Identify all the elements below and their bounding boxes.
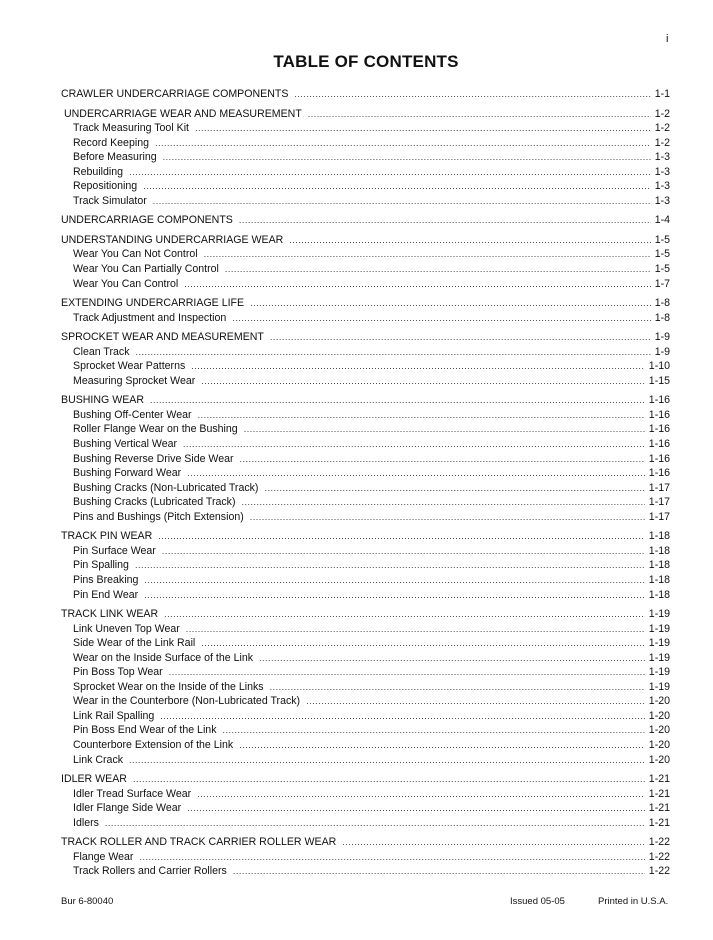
toc-entry-label: Side Wear of the Link Rail (73, 637, 196, 650)
dot-leader (259, 651, 645, 666)
dot-leader (133, 772, 645, 787)
toc-page-number: 1-21 (648, 773, 670, 786)
dot-leader (225, 262, 651, 277)
dot-leader (250, 510, 645, 525)
toc-page-number: 1-3 (654, 151, 670, 164)
toc-entry-label: TRACK LINK WEAR (61, 608, 159, 621)
toc-entry-row[interactable] (61, 452, 670, 467)
toc-entry-label: EXTENDING UNDERCARRIAGE LIFE (61, 297, 245, 310)
toc-section-row[interactable] (61, 213, 670, 228)
toc-entry-label: Pins Breaking (73, 573, 139, 586)
dot-leader (135, 558, 645, 573)
dot-leader (187, 466, 645, 481)
toc-entry-row[interactable] (61, 422, 670, 437)
toc-page-number: 1-9 (654, 331, 670, 344)
toc-entry-row[interactable] (61, 709, 670, 724)
dot-leader (242, 495, 645, 510)
dot-leader (163, 150, 651, 165)
toc-page-number: 1-17 (648, 496, 670, 509)
toc-entry-label: TRACK ROLLER AND TRACK CARRIER ROLLER WEAR (61, 836, 337, 849)
toc-section-row[interactable] (61, 835, 670, 850)
dot-leader (250, 296, 651, 311)
toc-page-number: 1-19 (648, 651, 670, 664)
toc-entry-label: Sprocket Wear Patterns (73, 360, 186, 373)
toc-entry-label: BUSHING WEAR (61, 394, 144, 407)
toc-section-row[interactable] (61, 330, 670, 345)
toc-page-number: 1-2 (654, 107, 670, 120)
dot-leader (195, 121, 651, 136)
toc-page-number: 1-19 (648, 680, 670, 693)
page-title: TABLE OF CONTENTS (273, 52, 459, 71)
dot-leader (129, 165, 651, 180)
toc-entry-label: Flange Wear (73, 850, 134, 863)
toc-page-number: 1-22 (648, 850, 670, 863)
toc-page-number: 1-18 (648, 573, 670, 586)
toc-entry-row[interactable] (61, 247, 670, 262)
toc-page-number: 1-15 (648, 374, 670, 387)
toc-entry-row[interactable] (61, 277, 670, 292)
toc-section (61, 772, 670, 830)
toc-entry-label: Record Keeping (73, 136, 149, 149)
dot-leader (186, 622, 645, 637)
dot-leader (153, 194, 651, 209)
toc-entry-row[interactable] (61, 753, 670, 768)
toc-page-number: 1-21 (648, 802, 670, 815)
toc-entry-label: UNDERCARRIAGE COMPONENTS (61, 214, 233, 227)
toc-section-row[interactable] (61, 233, 670, 248)
toc-entry-row[interactable] (61, 262, 670, 277)
dot-leader (201, 636, 645, 651)
toc-section-row[interactable] (61, 607, 670, 622)
toc-section-row[interactable] (61, 393, 670, 408)
toc-page-number: 1-8 (654, 297, 670, 310)
toc-entry-label: Pin End Wear (73, 588, 139, 601)
toc-entry-row[interactable] (61, 179, 670, 194)
toc-entry-row[interactable] (61, 588, 670, 603)
toc-entry-label: Bushing Reverse Drive Side Wear (73, 452, 234, 465)
dot-leader (239, 738, 645, 753)
toc-entry-label: Link Crack (73, 753, 124, 766)
toc-entry-row[interactable] (61, 738, 670, 753)
dot-leader (169, 665, 645, 680)
toc-page-number: 1-5 (654, 263, 670, 276)
toc-page-number: 1-16 (648, 394, 670, 407)
footer-issued: Issued 05-05 (510, 896, 565, 907)
toc-page-number: 1-2 (654, 136, 670, 149)
toc-entry-row[interactable] (61, 481, 670, 496)
toc-page-number: 1-17 (648, 510, 670, 523)
toc-entry-label: Measuring Sprocket Wear (73, 374, 196, 387)
toc-entry-label: Bushing Off-Center Wear (73, 408, 192, 421)
toc-page-number: 1-22 (648, 865, 670, 878)
dot-leader (184, 277, 650, 292)
toc-section (61, 393, 670, 524)
dot-leader (144, 588, 645, 603)
toc-entry-label: Track Adjustment and Inspection (73, 311, 227, 324)
toc-page-number: 1-20 (648, 738, 670, 751)
toc-entry-label: Sprocket Wear on the Inside of the Links (73, 680, 264, 693)
toc-entry-row[interactable] (61, 121, 670, 136)
toc-entry-label: CRAWLER UNDERCARRIAGE COMPONENTS (61, 88, 289, 100)
toc-entry-label: Bushing Forward Wear (73, 467, 182, 480)
toc-section-row[interactable] (61, 296, 670, 311)
toc-entry-label: Pin Boss End Wear of the Link (73, 724, 217, 737)
toc-entry-label: Pin Surface Wear (73, 544, 156, 557)
toc-entry-row[interactable] (61, 558, 670, 573)
toc-section (61, 213, 670, 228)
toc-entry-row[interactable] (61, 850, 670, 865)
toc-entry-row[interactable] (61, 165, 670, 180)
toc-entry-row[interactable] (61, 665, 670, 680)
toc-page-number: 1-2 (654, 122, 670, 135)
toc-entry-label: IDLER WEAR (61, 773, 127, 786)
toc-page-number: 1-19 (648, 608, 670, 621)
footer-doc-number: Bur 6-80040 (61, 896, 114, 907)
toc-entry-label: Wear in the Counterbore (Non-Lubricated Track) (73, 695, 301, 708)
toc-entry-row[interactable] (61, 311, 670, 326)
toc-entry-row[interactable] (61, 345, 670, 360)
toc-page-number: 1-8 (654, 311, 670, 324)
toc-entry-row[interactable] (61, 408, 670, 423)
toc-section (61, 87, 670, 102)
toc-entry-row[interactable] (61, 544, 670, 559)
toc-page-number: 1-21 (648, 787, 670, 800)
dot-leader (144, 573, 644, 588)
toc-page-number: 1-19 (648, 622, 670, 635)
dot-leader (136, 345, 651, 360)
toc-section (61, 296, 670, 325)
dot-leader (270, 680, 645, 695)
toc-page-number: 1-20 (648, 709, 670, 722)
dot-leader (164, 607, 645, 622)
dot-leader (232, 311, 650, 326)
dot-leader (294, 87, 650, 102)
toc-entry-label: Pin Boss Top Wear (73, 666, 163, 679)
toc-entry-label: Track Measuring Tool Kit (73, 122, 189, 135)
dot-leader (139, 850, 644, 865)
dot-leader (129, 753, 645, 768)
toc-page-number: 1-20 (648, 695, 670, 708)
toc-entry-row[interactable] (61, 359, 670, 374)
toc-entry-row[interactable] (61, 694, 670, 709)
footer-printed: Printed in U.S.A. (598, 896, 669, 907)
toc-entry-label: Idlers (73, 816, 99, 829)
dot-leader (306, 694, 645, 709)
toc-section-row[interactable] (61, 107, 670, 122)
toc-entry-label: Track Rollers and Carrier Rollers (73, 865, 227, 878)
toc-entry-row[interactable] (61, 680, 670, 695)
dot-leader (201, 374, 645, 389)
toc-section (61, 330, 670, 388)
dot-leader (187, 801, 645, 816)
dot-leader (204, 247, 651, 262)
toc-entry-label: Track Simulator (73, 194, 147, 207)
dot-leader (198, 408, 645, 423)
toc-entry-label: TRACK PIN WEAR (61, 530, 153, 543)
page-number: i (666, 33, 669, 45)
toc-page-number: 1-16 (648, 467, 670, 480)
toc-entry-label: Counterbore Extension of the Link (73, 738, 234, 751)
toc-entry-label: Repositioning (73, 180, 138, 193)
dot-leader (183, 437, 645, 452)
toc-entry-label: Roller Flange Wear on the Bushing (73, 423, 238, 436)
toc-section (61, 529, 670, 602)
toc-page-number: 1-22 (648, 836, 670, 849)
dot-leader (150, 393, 645, 408)
dot-leader (191, 359, 645, 374)
toc-entry-row[interactable] (61, 622, 670, 637)
toc-page-number: 1-3 (654, 180, 670, 193)
toc-page-number: 1-9 (654, 345, 670, 358)
toc-entry-label: Rebuilding (73, 165, 124, 178)
dot-leader (270, 330, 651, 345)
dot-leader (244, 422, 645, 437)
toc-page-number: 1-21 (648, 816, 670, 829)
dot-leader (143, 179, 650, 194)
toc-entry-row[interactable] (61, 787, 670, 802)
toc-page-number: 1-18 (648, 588, 670, 601)
dot-leader (342, 835, 644, 850)
toc-entry-label: UNDERSTANDING UNDERCARRIAGE WEAR (61, 233, 284, 246)
dot-leader (158, 529, 645, 544)
toc-page-number: 1-16 (648, 423, 670, 436)
toc-entry-label: Idler Flange Side Wear (73, 802, 182, 815)
toc-entry-label: Bushing Cracks (Non-Lubricated Track) (73, 481, 259, 494)
toc-entry-row[interactable] (61, 723, 670, 738)
toc-page-number: 1-16 (648, 408, 670, 421)
toc-entry-label: Pin Spalling (73, 559, 129, 572)
toc-page-number: 1-18 (648, 559, 670, 572)
toc-entry-label: SPROCKET WEAR AND MEASUREMENT (61, 331, 264, 344)
toc-page-number: 1-3 (654, 165, 670, 178)
toc-entry-row[interactable] (61, 374, 670, 389)
dot-leader (197, 787, 645, 802)
toc-entry-label: Wear on the Inside Surface of the Link (73, 651, 254, 664)
toc-entry-row[interactable] (61, 510, 670, 525)
toc-entry-label: Wear You Can Control (73, 277, 179, 290)
dot-leader (223, 723, 645, 738)
dot-leader (264, 481, 644, 496)
toc-entry-label: Idler Tread Surface Wear (73, 787, 192, 800)
toc-entry-label: Link Uneven Top Wear (73, 622, 180, 635)
toc-section-row[interactable] (61, 772, 670, 787)
dot-leader (105, 816, 645, 831)
dot-leader (239, 213, 651, 228)
toc-entry-label: Link Rail Spalling (73, 709, 155, 722)
toc-section (61, 835, 670, 879)
toc-page-number: 1-3 (654, 194, 670, 207)
toc-entry-row[interactable] (61, 437, 670, 452)
toc-page-number: 1-19 (648, 637, 670, 650)
toc-entry-row[interactable] (61, 651, 670, 666)
toc-entry-label: Pins and Bushings (Pitch Extension) (73, 510, 244, 523)
toc-page-number: 1-20 (648, 724, 670, 737)
toc-page-number: 1-5 (654, 248, 670, 261)
table-of-contents (61, 87, 670, 884)
toc-page-number: 1-4 (654, 214, 670, 227)
dot-leader (233, 864, 645, 879)
toc-entry-row[interactable] (61, 136, 670, 151)
toc-entry-label: Wear You Can Partially Control (73, 263, 219, 276)
toc-entry-label: UNDERCARRIAGE WEAR AND MEASUREMENT (64, 107, 302, 120)
toc-section (61, 107, 670, 209)
toc-page-number: 1-20 (648, 753, 670, 766)
toc-entry-label: Before Measuring (73, 151, 157, 164)
toc-page-number: 1-10 (648, 360, 670, 373)
dot-leader (162, 544, 645, 559)
dot-leader (308, 107, 651, 122)
toc-entry-label: Bushing Cracks (Lubricated Track) (73, 496, 236, 509)
toc-page-number: 1-19 (648, 666, 670, 679)
toc-section (61, 233, 670, 291)
toc-page-number: 1-18 (648, 530, 670, 543)
toc-entry-label: Bushing Vertical Wear (73, 438, 178, 451)
dot-leader (155, 136, 651, 151)
dot-leader (160, 709, 645, 724)
toc-entry-row[interactable] (61, 864, 670, 879)
dot-leader (289, 233, 650, 248)
toc-page-number: 1-17 (648, 481, 670, 494)
toc-page-number: 1-16 (648, 452, 670, 465)
toc-entry-row[interactable] (61, 194, 670, 209)
toc-entry-label: Clean Track (73, 345, 130, 358)
toc-entry-row[interactable] (61, 573, 670, 588)
toc-page-number: 1-7 (654, 277, 670, 290)
toc-section (61, 607, 670, 767)
toc-entry-row[interactable] (61, 150, 670, 165)
toc-entry-row[interactable] (61, 495, 670, 510)
toc-section-row[interactable] (61, 87, 670, 102)
toc-entry-row[interactable] (61, 466, 670, 481)
toc-section-row[interactable] (61, 529, 670, 544)
toc-entry-row[interactable] (61, 636, 670, 651)
toc-page-number: 1-5 (654, 233, 670, 246)
toc-page-number: 1-16 (648, 438, 670, 451)
toc-entry-row[interactable] (61, 801, 670, 816)
toc-entry-row[interactable] (61, 816, 670, 831)
toc-page-number: 1-1 (654, 88, 670, 100)
dot-leader (240, 452, 645, 467)
toc-entry-label: Wear You Can Not Control (73, 248, 198, 261)
toc-page-number: 1-18 (648, 544, 670, 557)
